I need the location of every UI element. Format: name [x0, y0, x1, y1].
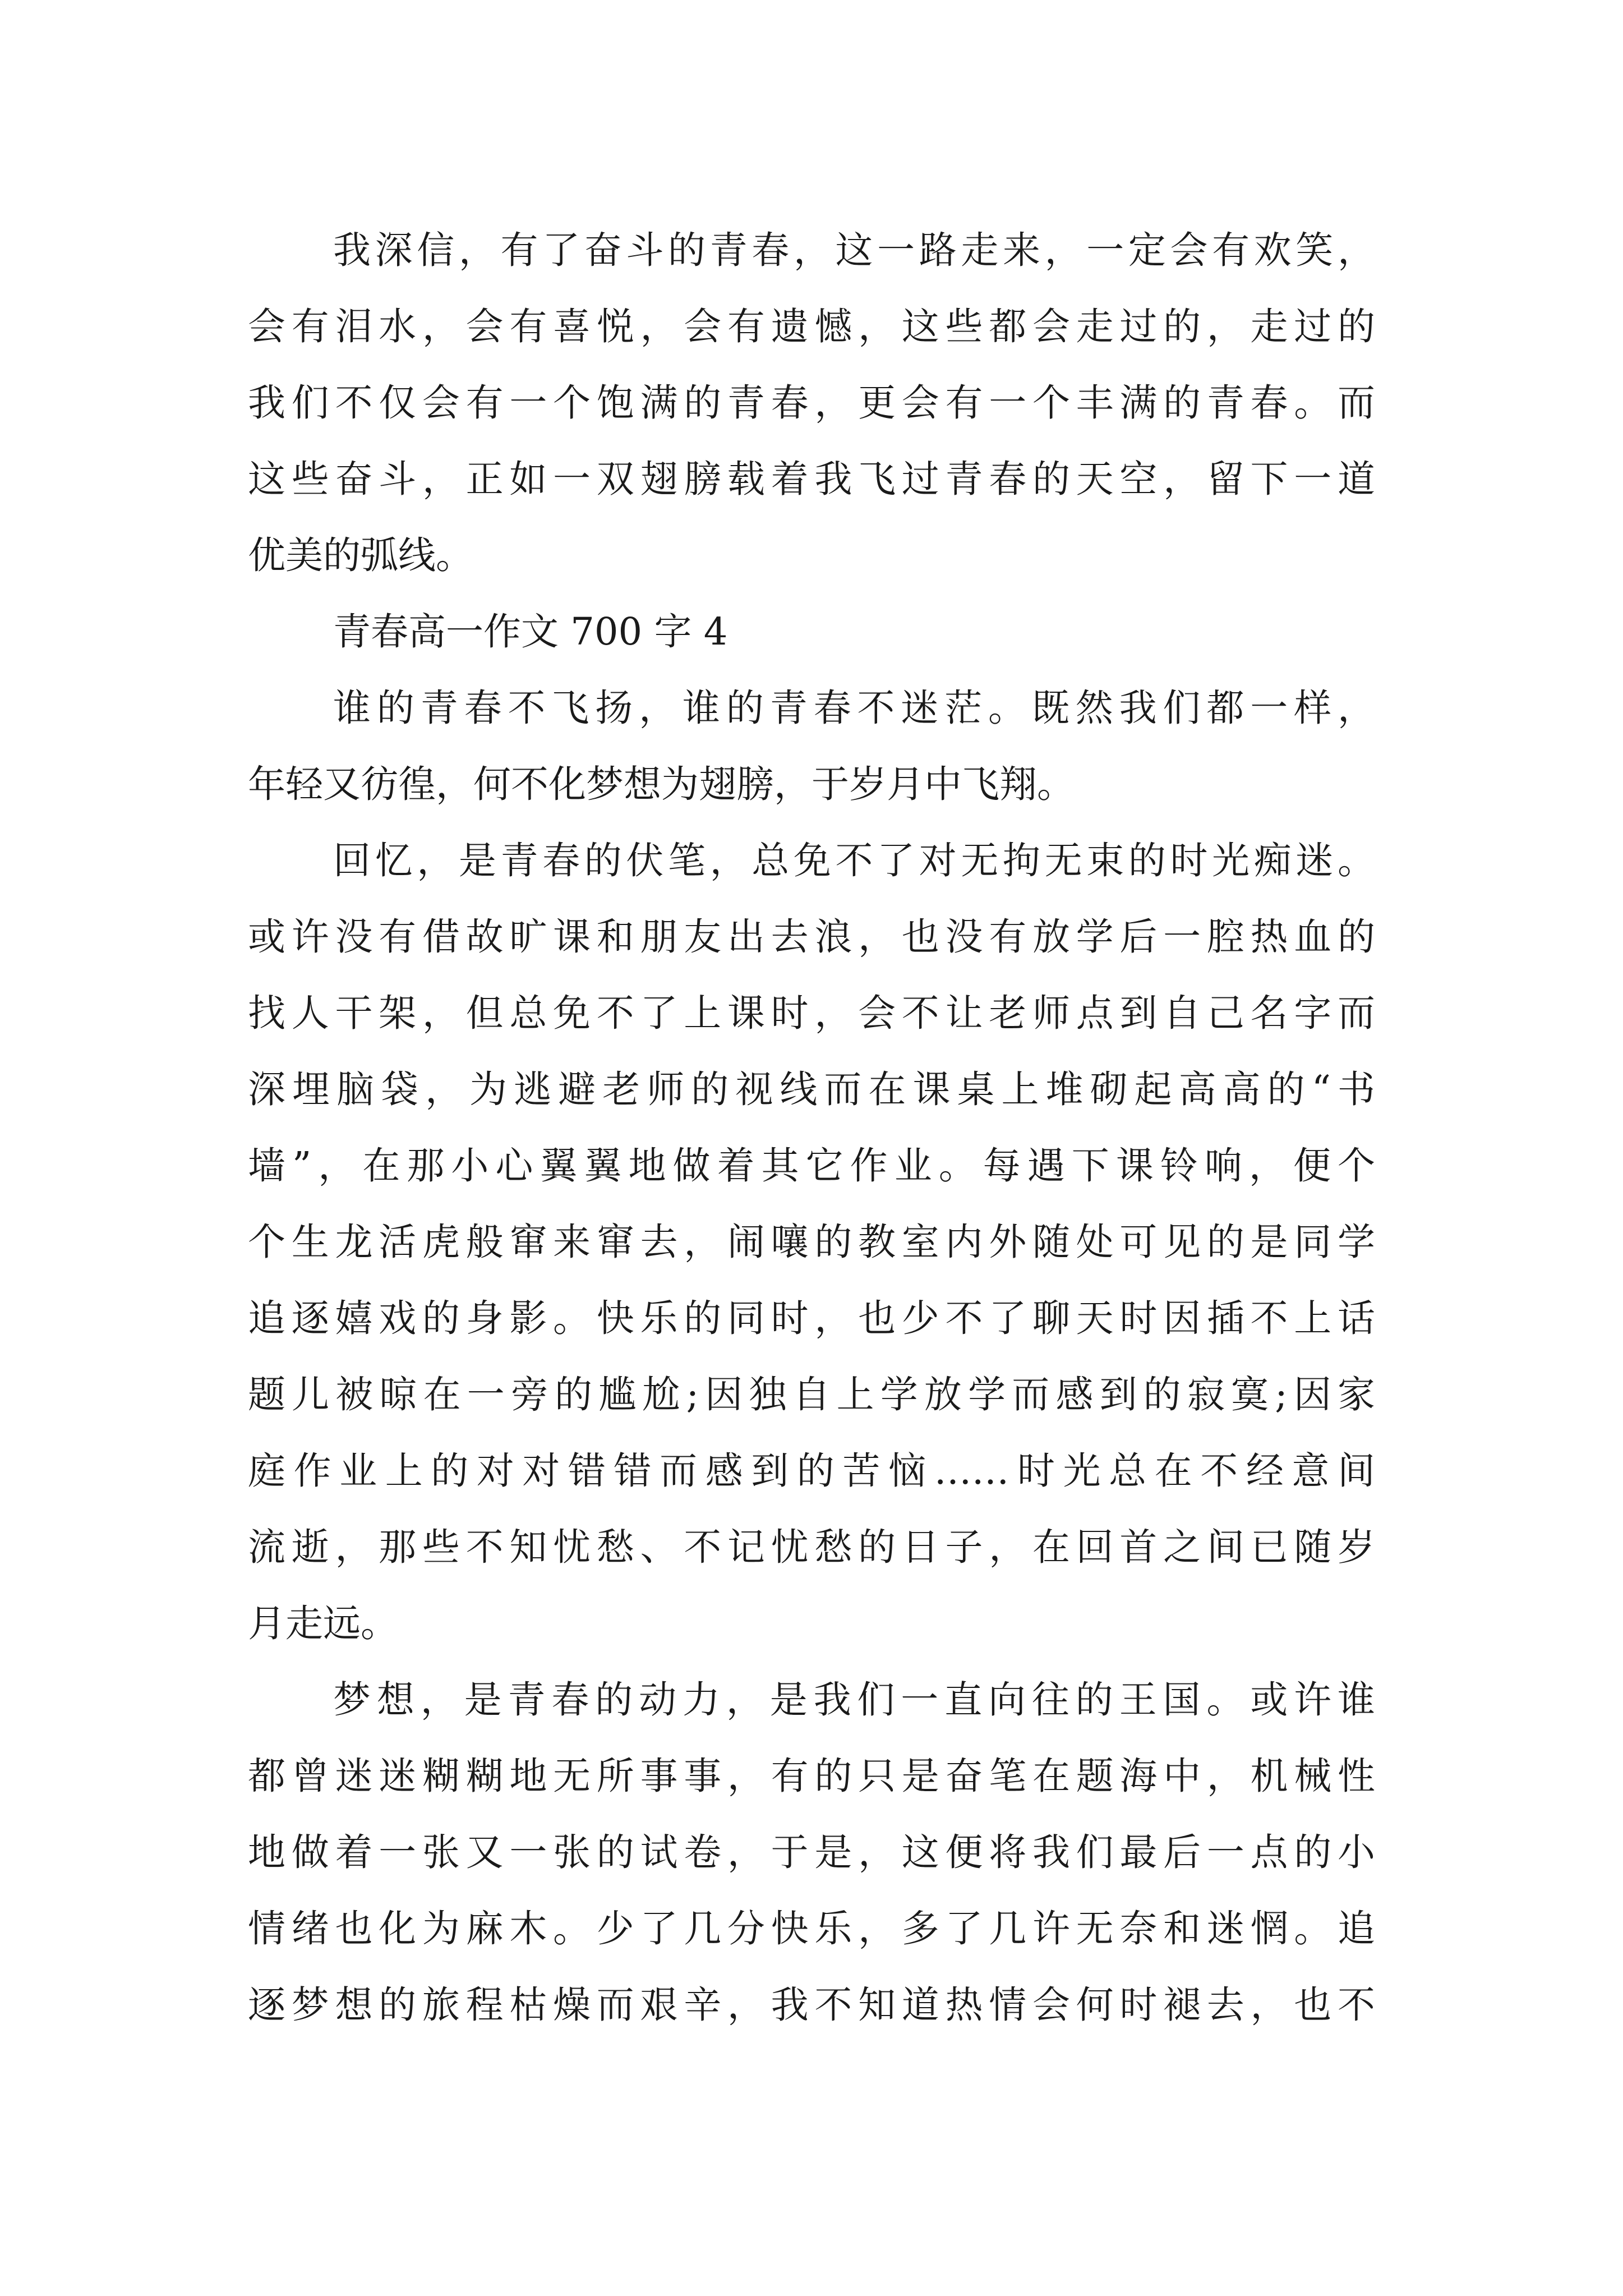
text-line: 这些奋斗，正如一双翅膀载着我飞过青春的天空，留下一道 [248, 457, 1375, 501]
text-line: 题儿被晾在一旁的尴尬;因独自上学放学而感到的寂寞;因家 [248, 1373, 1375, 1416]
text-line: 地做着一张又一张的试卷，于是，这便将我们最后一点的小 [248, 1830, 1375, 1874]
paragraph-conclusion [248, 212, 1375, 593]
text-line: 优美的弧线。 [248, 533, 473, 577]
paragraph-dream [248, 1662, 1375, 2043]
text-line: 我们不仅会有一个饱满的青春，更会有一个丰满的青春。而 [248, 381, 1375, 425]
text-line: 或许没有借故旷课和朋友出去浪，也没有放学后一腔热血的 [248, 915, 1375, 959]
text-line: 都曾迷迷糊糊地无所事事，有的只是奋笔在题海中，机械性 [248, 1754, 1375, 1798]
text-line: 找人干架，但总免不了上课时，会不让老师点到自己名字而 [248, 991, 1375, 1035]
text-line: 梦想，是青春的动力，是我们一直向往的王国。或许谁 [333, 1678, 1375, 1722]
essay-heading: 青春高一作文 700 字 4 [333, 610, 728, 654]
document-page [248, 212, 1375, 2043]
text-line: 回忆，是青春的伏笔，总免不了对无拘无束的时光痴迷。 [333, 839, 1375, 882]
text-line: 谁的青春不飞扬，谁的青春不迷茫。既然我们都一样， [333, 686, 1375, 730]
text-line: 个生龙活虎般窜来窜去，闹嚷的教室内外随处可见的是同学 [248, 1220, 1375, 1264]
text-line: 我深信，有了奋斗的青春，这一路走来，一定会有欢笑， [333, 228, 1375, 272]
text-line: 流逝，那些不知忧愁、不记忧愁的日子，在回首之间已随岁 [248, 1525, 1375, 1569]
text-line: 追逐嬉戏的身影。快乐的同时，也少不了聊天时因插不上话 [248, 1296, 1375, 1340]
text-line: 墙”，在那小心翼翼地做着其它作业。每遇下课铃响，便个 [248, 1144, 1375, 1188]
text-line: 月走远。 [248, 1602, 398, 1645]
text-line: 年轻又彷徨，何不化梦想为翅膀，于岁月中飞翔。 [248, 762, 1075, 806]
text-line: 深埋脑袋，为逃避老师的视线而在课桌上堆砌起高高的“书 [248, 1068, 1375, 1111]
paragraph-memory [248, 822, 1375, 1662]
text-line: 会有泪水，会有喜悦，会有遗憾，这些都会走过的，走过的 [248, 305, 1375, 348]
text-line: 情绪也化为麻木。少了几分快乐，多了几许无奈和迷惘。追 [248, 1907, 1375, 1950]
paragraph-intro [248, 670, 1375, 822]
text-line: 庭作业上的对对错错而感到的苦恼……时光总在不经意间 [248, 1449, 1375, 1493]
text-line: 逐梦想的旅程枯燥而艰辛，我不知道热情会何时褪去，也不 [248, 1983, 1375, 2027]
